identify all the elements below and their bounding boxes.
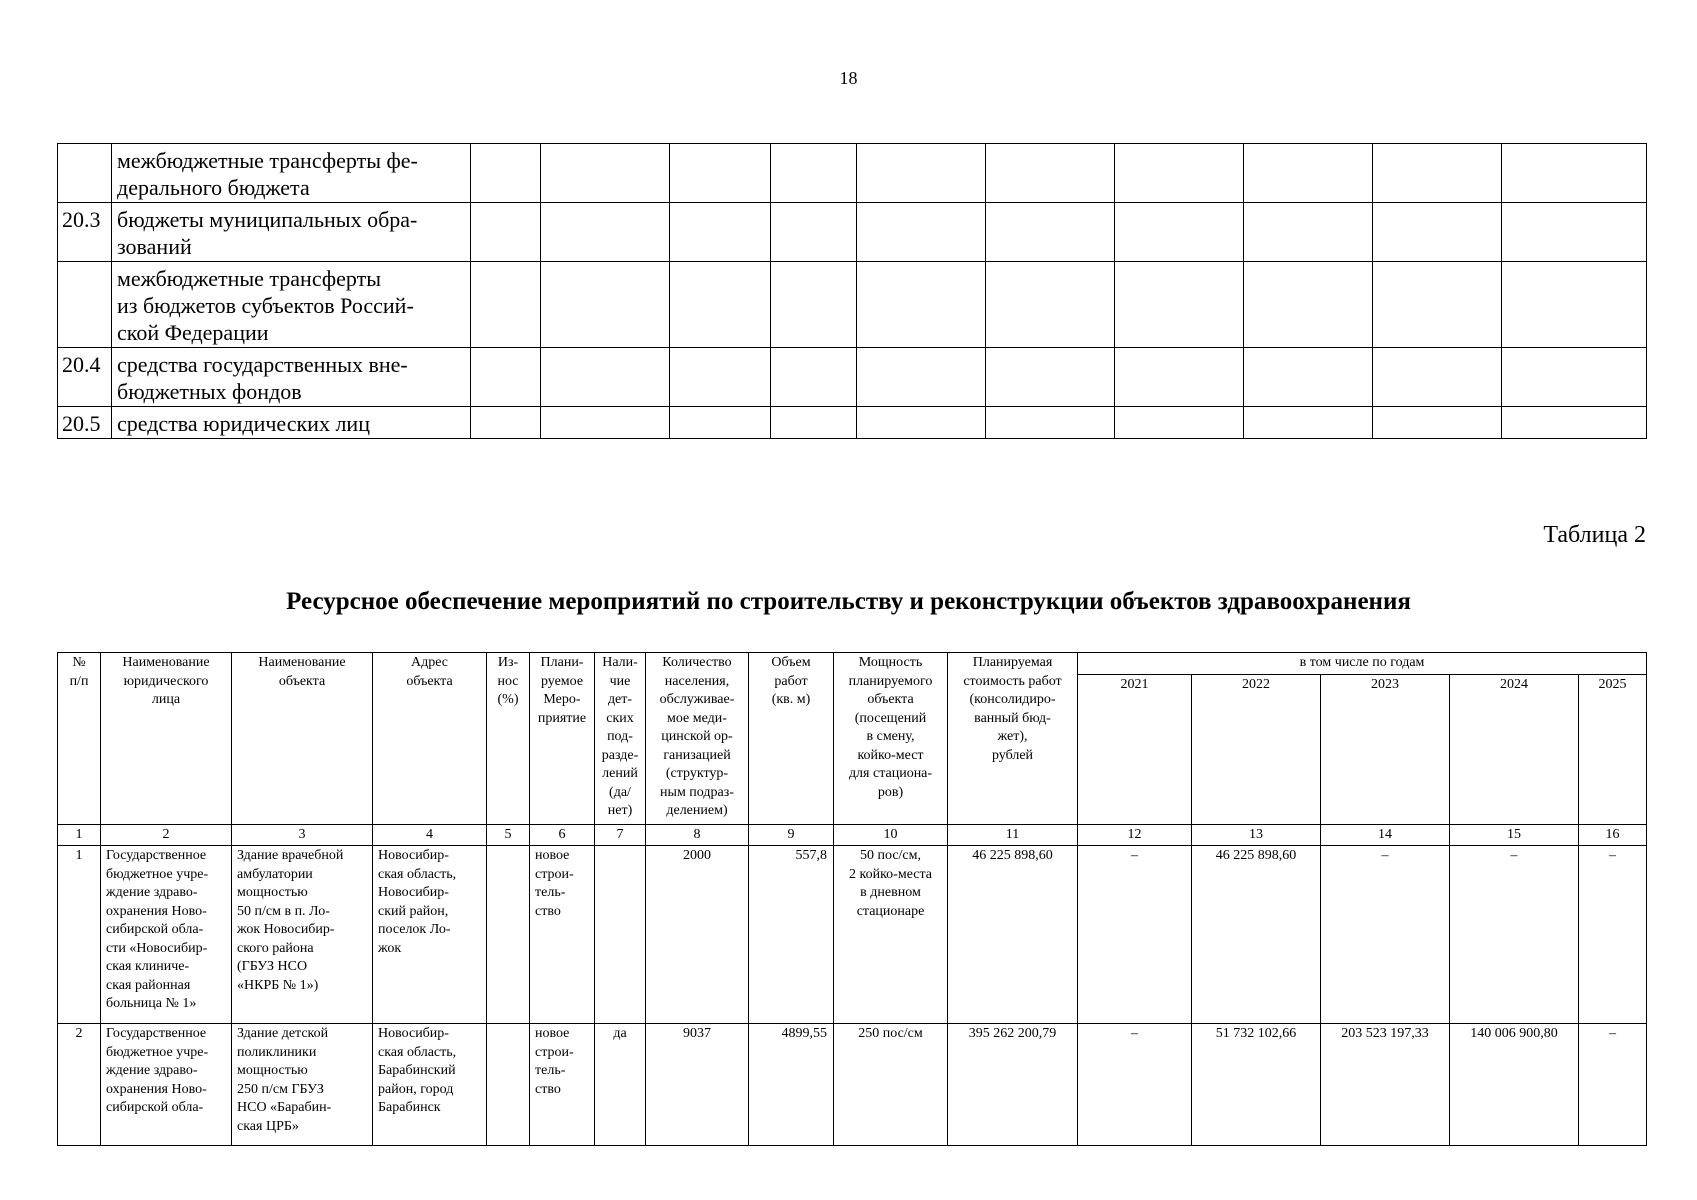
column-number: 12: [1078, 824, 1192, 846]
empty-cell: [771, 144, 857, 203]
cell-object-name: Здание врачебной амбулатории мощностью 50 п/см в п. Ло- жок Новосибир- ского района (ГБУЗ НСО «НКРБ № 1»): [232, 846, 373, 1024]
empty-cell: [1373, 407, 1502, 439]
empty-cell: [1373, 348, 1502, 407]
empty-cell: [1373, 262, 1502, 348]
cell-num: 1: [58, 846, 101, 1024]
empty-cell: [541, 348, 670, 407]
row-label: средства государственных вне- бюджетных фондов: [112, 348, 471, 407]
empty-cell: [1502, 348, 1647, 407]
empty-cell: [1244, 348, 1373, 407]
empty-cell: [670, 203, 771, 262]
table-row: [58, 144, 1647, 203]
empty-cell: [1244, 203, 1373, 262]
cell-y2023: –: [1321, 846, 1450, 1024]
header-year-2025: 2025: [1579, 674, 1647, 824]
column-number: 1: [58, 824, 101, 846]
header-by-years: в том числе по годам: [1078, 653, 1647, 675]
empty-cell: [1502, 407, 1647, 439]
cell-y2022: 46 225 898,60: [1192, 846, 1321, 1024]
cell-work-volume: 4899,55: [749, 1024, 834, 1146]
cell-planned-cost: 395 262 200,79: [948, 1024, 1078, 1146]
cell-object-name: Здание детской поликлиники мощностью 250 п/см ГБУЗ НСО «Барабин- ская ЦРБ»: [232, 1024, 373, 1146]
cell-y2022: 51 732 102,66: [1192, 1024, 1321, 1146]
row-label: средства юридических лиц: [112, 407, 471, 439]
empty-cell: [670, 262, 771, 348]
row-number: 20.5: [58, 407, 112, 439]
cell-legal-entity: Государственное бюджетное учре- ждение здраво- охранения Ново- сибирской обла- сти «Новосибир- ская клиниче- ская районная больница № 1»: [101, 846, 232, 1024]
empty-cell: [986, 407, 1115, 439]
empty-cell: [1244, 407, 1373, 439]
empty-cell: [1244, 262, 1373, 348]
column-number: 9: [749, 824, 834, 846]
row-number: [58, 262, 112, 348]
empty-cell: [1115, 144, 1244, 203]
table-header: [58, 653, 1647, 825]
funding-sources-body: [58, 144, 1647, 439]
header-wear: Из- нос (%): [487, 653, 530, 825]
header-planned-cost: Планируемая стоимость работ (консолидиро- ванный бюд- жет), рублей: [948, 653, 1078, 825]
column-number-row: [58, 824, 1647, 846]
cell-y2023: 203 523 197,33: [1321, 1024, 1450, 1146]
column-number: 14: [1321, 824, 1450, 846]
empty-cell: [857, 144, 986, 203]
empty-cell: [471, 203, 541, 262]
header-year-2024: 2024: [1450, 674, 1579, 824]
table-row: [58, 407, 1647, 439]
empty-cell: [857, 407, 986, 439]
empty-cell: [541, 144, 670, 203]
header-address: Адрес объекта: [373, 653, 487, 825]
row-number: 20.4: [58, 348, 112, 407]
column-number: 5: [487, 824, 530, 846]
cell-population: 2000: [646, 846, 749, 1024]
cell-planned-action: новое строи- тель- ство: [530, 846, 595, 1024]
column-number: 11: [948, 824, 1078, 846]
header-population: Количество населения, обслуживае- мое меди- цинской ор- ганизацией (структур- ным подраз- делением): [646, 653, 749, 825]
cell-address: Новосибир- ская область, Новосибир- ский район, поселок Ло- жок: [373, 846, 487, 1024]
funding-sources-table: [57, 143, 1647, 439]
cell-child-units: да: [595, 1024, 646, 1146]
cell-legal-entity: Государственное бюджетное учре- ждение здраво- охранения Ново- сибирской обла-: [101, 1024, 232, 1146]
cell-y2024: –: [1450, 846, 1579, 1024]
header-work-volume: Объем работ (кв. м): [749, 653, 834, 825]
table-caption: Таблица 2: [1543, 522, 1646, 548]
empty-cell: [1115, 262, 1244, 348]
cell-y2025: –: [1579, 1024, 1647, 1146]
header-capacity: Мощность планируемого объекта (посещений в смену, койко-мест для стациона- ров): [834, 653, 948, 825]
table-row: [58, 348, 1647, 407]
cell-planned-action: новое строи- тель- ство: [530, 1024, 595, 1146]
column-number: 10: [834, 824, 948, 846]
column-number: 6: [530, 824, 595, 846]
cell-y2024: 140 006 900,80: [1450, 1024, 1579, 1146]
cell-capacity: 50 пос/см, 2 койко-места в дневном стационаре: [834, 846, 948, 1024]
empty-cell: [471, 348, 541, 407]
cell-wear: [487, 846, 530, 1024]
empty-cell: [670, 348, 771, 407]
cell-y2025: –: [1579, 846, 1647, 1024]
table-row: [58, 846, 1647, 1024]
header-child-units: Нали- чие дет- ских под- разде- лений (да/ нет): [595, 653, 646, 825]
header-year-2023: 2023: [1321, 674, 1450, 824]
column-number: 15: [1450, 824, 1579, 846]
empty-cell: [670, 144, 771, 203]
column-number: 7: [595, 824, 646, 846]
empty-cell: [541, 407, 670, 439]
cell-population: 9037: [646, 1024, 749, 1146]
header-year-2022: 2022: [1192, 674, 1321, 824]
cell-planned-cost: 46 225 898,60: [948, 846, 1078, 1024]
cell-child-units: [595, 846, 646, 1024]
empty-cell: [771, 262, 857, 348]
column-number: 2: [101, 824, 232, 846]
cell-address: Новосибир- ская область, Барабинский район, город Барабинск: [373, 1024, 487, 1146]
empty-cell: [771, 407, 857, 439]
empty-cell: [541, 262, 670, 348]
empty-cell: [1115, 407, 1244, 439]
header-num: № п/п: [58, 653, 101, 825]
cell-y2021: –: [1078, 1024, 1192, 1146]
column-number: 4: [373, 824, 487, 846]
empty-cell: [986, 203, 1115, 262]
header-year-2021: 2021: [1078, 674, 1192, 824]
cell-work-volume: 557,8: [749, 846, 834, 1024]
cell-capacity: 250 пос/см: [834, 1024, 948, 1146]
empty-cell: [1373, 144, 1502, 203]
empty-cell: [1502, 144, 1647, 203]
empty-cell: [771, 348, 857, 407]
cell-y2021: –: [1078, 846, 1192, 1024]
empty-cell: [986, 348, 1115, 407]
column-number: 3: [232, 824, 373, 846]
empty-cell: [541, 203, 670, 262]
table-title: Ресурсное обеспечение мероприятий по строительству и реконструкции объектов здравоохранения: [286, 588, 1411, 615]
row-number: 20.3: [58, 203, 112, 262]
table-row: [58, 1024, 1647, 1146]
empty-cell: [670, 407, 771, 439]
empty-cell: [857, 262, 986, 348]
empty-cell: [471, 262, 541, 348]
cell-wear: [487, 1024, 530, 1146]
header-object-name: Наименование объекта: [232, 653, 373, 825]
table-row: [58, 203, 1647, 262]
table-body: [58, 824, 1647, 1146]
table-row: [58, 262, 1647, 348]
column-number: 16: [1579, 824, 1647, 846]
row-number: [58, 144, 112, 203]
header-legal-entity: Наименование юридического лица: [101, 653, 232, 825]
empty-cell: [986, 262, 1115, 348]
empty-cell: [1115, 203, 1244, 262]
column-number: 8: [646, 824, 749, 846]
row-label: межбюджетные трансферты из бюджетов субъектов Россий- ской Федерации: [112, 262, 471, 348]
row-label: межбюджетные трансферты фе- дерального бюджета: [112, 144, 471, 203]
row-label: бюджеты муниципальных обра- зований: [112, 203, 471, 262]
empty-cell: [1244, 144, 1373, 203]
empty-cell: [857, 348, 986, 407]
empty-cell: [471, 407, 541, 439]
empty-cell: [1373, 203, 1502, 262]
empty-cell: [771, 203, 857, 262]
empty-cell: [471, 144, 541, 203]
construction-resources-table: [57, 652, 1647, 1146]
column-number: 13: [1192, 824, 1321, 846]
empty-cell: [1502, 203, 1647, 262]
header-planned-action: Плани- руемое Меро- приятие: [530, 653, 595, 825]
page-number: 18: [839, 68, 858, 88]
empty-cell: [857, 203, 986, 262]
empty-cell: [986, 144, 1115, 203]
cell-num: 2: [58, 1024, 101, 1146]
empty-cell: [1502, 262, 1647, 348]
empty-cell: [1115, 348, 1244, 407]
